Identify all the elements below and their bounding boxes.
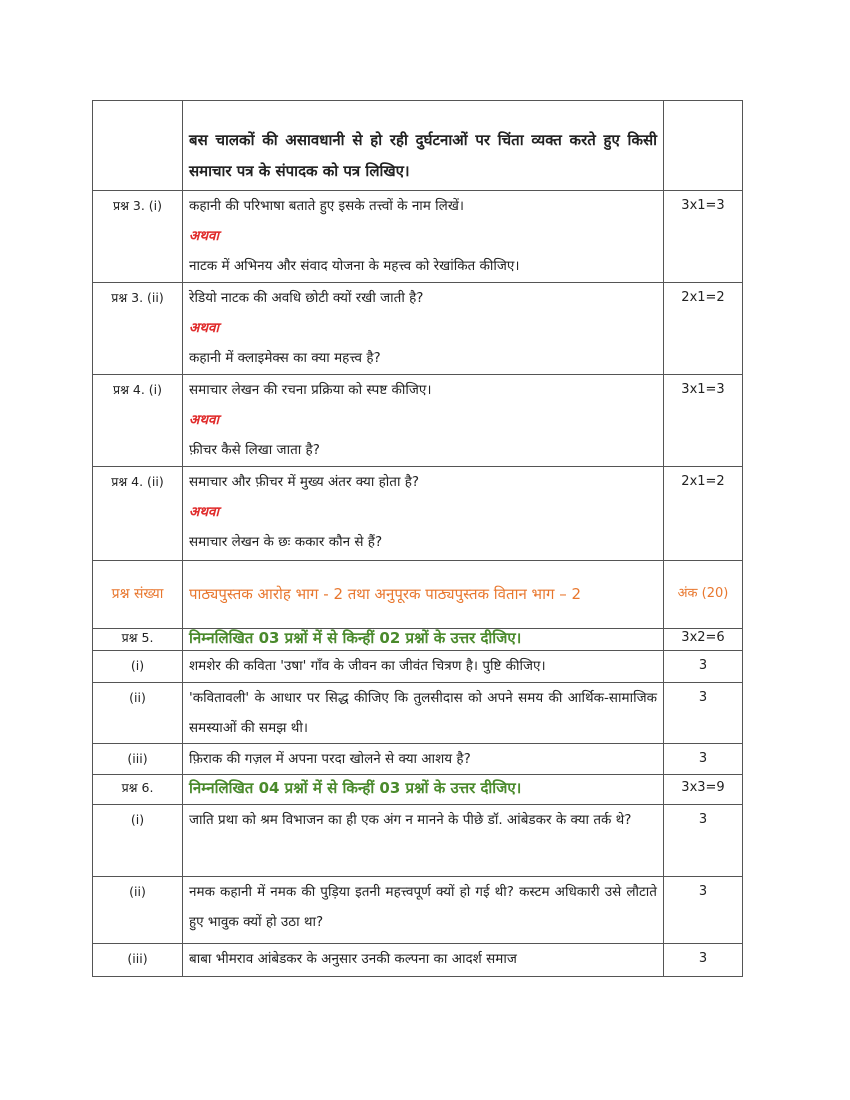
table-row: [93, 775, 743, 805]
question-number: प्रश्न 5.: [93, 629, 183, 651]
table-row: [93, 283, 743, 375]
marks: 3x1=3: [664, 375, 743, 467]
question: रेडियो नाटक की अवधि छोटी क्यों रखी जाती है?: [189, 290, 424, 306]
question-text: [183, 375, 664, 467]
athva-label: अथवा: [189, 504, 219, 520]
table-row: [93, 375, 743, 467]
question: समाचार और फ़ीचर में मुख्य अंतर क्या होता है?: [189, 474, 420, 490]
question-number: (ii): [93, 877, 183, 944]
question-text: पाठ्यपुस्तक आरोह भाग - 2 तथा अनुपूरक पाठ्यपुस्तक वितान भाग – 2: [183, 561, 664, 629]
question-number: प्रश्न 3. (i): [93, 191, 183, 283]
athva-label: अथवा: [189, 320, 219, 336]
question-text: निम्नलिखित 03 प्रश्नों में से किन्हीं 02 प्रश्नों के उत्तर दीजिए।: [183, 629, 664, 651]
table-row: [93, 805, 743, 877]
question-number: प्रश्न 4. (i): [93, 375, 183, 467]
table-row: [93, 877, 743, 944]
question-text: बाबा भीमराव आंबेडकर के अनुसार उनकी कल्पना का आदर्श समाज: [183, 944, 664, 977]
question-text: [183, 283, 664, 375]
question-number: [93, 101, 183, 191]
question-text: बस चालकों की असावधानी से हो रही दुर्घटनाओं पर चिंता व्यक्त करते हुए किसी समाचार पत्र के संपादक को पत्र लिखिए।: [183, 101, 664, 191]
question: कहानी की परिभाषा बताते हुए इसके तत्त्वों के नाम लिखें।: [189, 198, 464, 214]
marks: 3: [664, 744, 743, 775]
question-number: (i): [93, 651, 183, 683]
question-number: (ii): [93, 683, 183, 744]
marks: अंक (20): [664, 561, 743, 629]
question-number: (iii): [93, 944, 183, 977]
question-text: [183, 467, 664, 561]
table-row: [93, 101, 743, 191]
alternative-question: नाटक में अभिनय और संवाद योजना के महत्त्व को रेखांकित कीजिए।: [189, 258, 520, 274]
question-number: प्रश्न 3. (ii): [93, 283, 183, 375]
athva-label: अथवा: [189, 412, 219, 428]
table-row: [93, 744, 743, 775]
question-text: जाति प्रथा को श्रम विभाजन का ही एक अंग न मानने के पीछे डॉ. आंबेडकर के क्या तर्क थे?: [183, 805, 664, 877]
marks: 3: [664, 683, 743, 744]
question-number: प्रश्न संख्या: [93, 561, 183, 629]
question-text: निम्नलिखित 04 प्रश्नों में से किन्हीं 03 प्रश्नों के उत्तर दीजिए।: [183, 775, 664, 805]
table-row: [93, 944, 743, 977]
question-text: शमशेर की कविता 'उषा' गाँव के जीवन का जीवंत चित्रण है। पुष्टि कीजिए।: [183, 651, 664, 683]
question-text: फ़िराक की गज़ल में अपना परदा खोलने से क्या आशय है?: [183, 744, 664, 775]
table-row: [93, 561, 743, 629]
marks: 2x1=2: [664, 467, 743, 561]
marks: 3x2=6: [664, 629, 743, 651]
marks: 3: [664, 877, 743, 944]
question-number: (i): [93, 805, 183, 877]
question-number: (iii): [93, 744, 183, 775]
marks: 2x1=2: [664, 283, 743, 375]
marks: [664, 101, 743, 191]
marks: 3: [664, 651, 743, 683]
table-row: [93, 629, 743, 651]
marks: 3x3=9: [664, 775, 743, 805]
question-number: प्रश्न 6.: [93, 775, 183, 805]
alternative-question: फ़ीचर कैसे लिखा जाता है?: [189, 442, 320, 458]
athva-label: अथवा: [189, 228, 219, 244]
marks: 3: [664, 944, 743, 977]
table-row: [93, 467, 743, 561]
marks: 3x1=3: [664, 191, 743, 283]
question-text: 'कवितावली' के आधार पर सिद्ध कीजिए कि तुलसीदास को अपने समय की आर्थिक-सामाजिक समस्याओं की समझ थी।: [183, 683, 664, 744]
table-row: [93, 191, 743, 283]
table-row: [93, 651, 743, 683]
question-number: प्रश्न 4. (ii): [93, 467, 183, 561]
question-table: [92, 100, 743, 977]
alternative-question: समाचार लेखन के छः ककार कौन से हैं?: [189, 534, 383, 550]
question: समाचार लेखन की रचना प्रक्रिया को स्पष्ट कीजिए।: [189, 382, 432, 398]
table-row: [93, 683, 743, 744]
question-text: [183, 191, 664, 283]
question-text: नमक कहानी में नमक की पुड़िया इतनी महत्त्वपूर्ण क्यों हो गई थी? कस्टम अधिकारी उसे लौटाते हुए भावुक क्यों हो उठा था?: [183, 877, 664, 944]
alternative-question: कहानी में क्लाइमेक्स का क्या महत्त्व है?: [189, 350, 381, 366]
marks: 3: [664, 805, 743, 877]
